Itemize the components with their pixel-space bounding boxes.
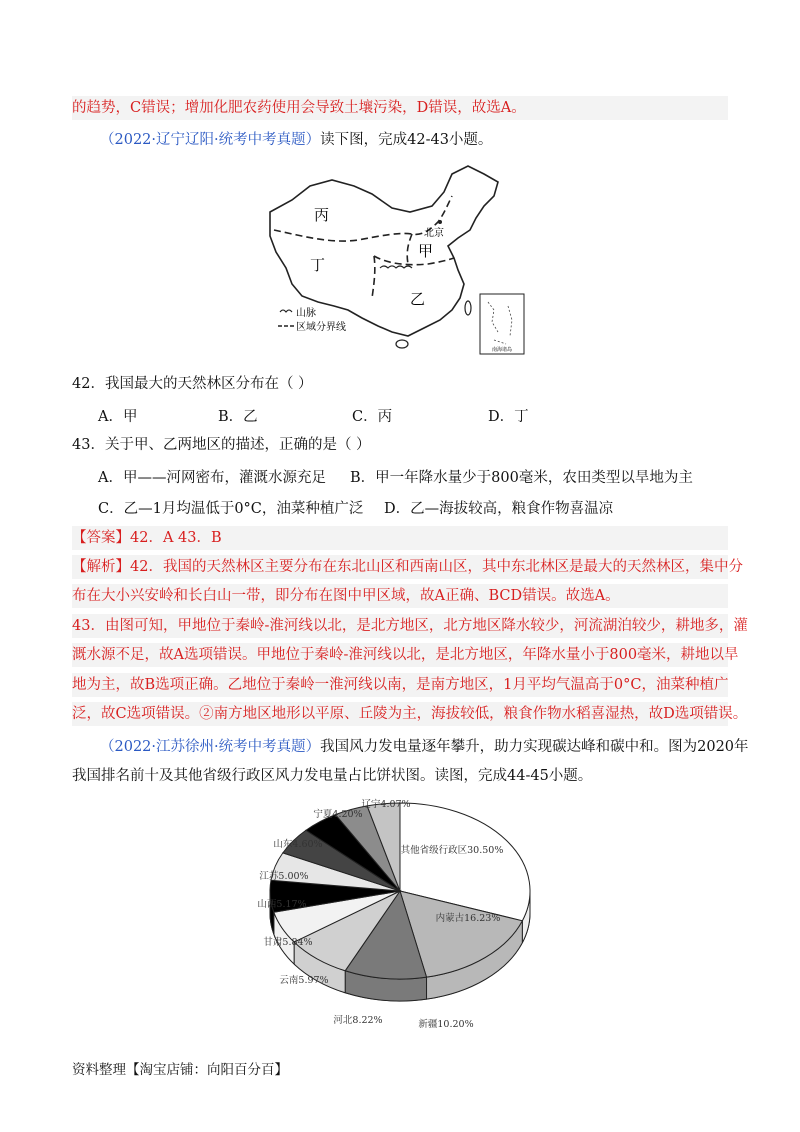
- south-china-sea-inset: [480, 294, 524, 354]
- region-label-ding: 丁: [310, 256, 326, 274]
- mountain-line: [380, 266, 412, 268]
- pie-slice-label: 山东4.60%: [273, 839, 323, 850]
- q42-source: （2022·辽宁辽阳·统考中考真题）: [100, 132, 321, 148]
- pie-slice-label: 云南5.97%: [279, 975, 329, 986]
- analysis-line-4: 溉水源不足，故A选项错误。甲地位于秦岭-淮河线以北，是北方地区，年降水量小于800毫米，耕地以旱: [72, 643, 728, 667]
- china-map: [262, 160, 532, 360]
- analysis-line-5: 地为主，故B选项正确。乙地位于秦岭一淮河线以南，是南方地区，1月平均气温高于0°C，油菜种植广: [72, 673, 728, 697]
- q43-option-c: C．乙—1月均温低于0°C，油菜种植广泛: [98, 501, 364, 517]
- hainan-island: [396, 340, 408, 348]
- footer-source: 资料整理【淘宝店铺：向阳百分百】: [72, 1062, 288, 1078]
- q44-intro-line2: 我国排名前十及其他省级行政区风力发电量占比饼状图。读图，完成44-45小题。: [72, 768, 593, 784]
- legend-boundary-label: 区域分界线: [296, 322, 346, 333]
- beijing-marker: [438, 220, 442, 224]
- region-label-jia: 甲: [418, 242, 434, 260]
- analysis-line-1: 【解析】42．我国的天然林区主要分布在东北山区和西南山区，其中东北林区是最大的天然林区，集中分: [72, 555, 728, 579]
- q44-intro: [100, 737, 749, 757]
- answer-line: 【答案】42．A 43．B: [72, 526, 728, 550]
- q42-stem: 42．我国最大的天然林区分布在（ ）: [72, 376, 313, 392]
- pie-slice-label: 内蒙古16.23%: [435, 913, 501, 924]
- q42-option-b: B．乙: [218, 409, 258, 425]
- pie-slice-label: 新疆10.20%: [418, 1019, 474, 1030]
- boundary-line-jia: [407, 234, 412, 264]
- pie-slice-label: 山西5.17%: [257, 899, 307, 910]
- taiwan-island: [465, 301, 471, 315]
- q42-intro: [100, 130, 492, 150]
- pie-slice-label: 河北8.22%: [333, 1015, 383, 1026]
- legend-mountain-label: 山脉: [296, 308, 316, 319]
- previous-analysis-line: 的趋势，C错误；增加化肥农药使用会导致土壤污染，D错误，故选A。: [72, 96, 728, 120]
- region-label-yi: 乙: [410, 290, 426, 308]
- region-label-bing: 丙: [314, 206, 330, 224]
- pie-slice-label: 甘肃5.84%: [263, 937, 313, 948]
- pie-slice-label: 江苏5.00%: [259, 871, 309, 882]
- q44-intro-text: 我国风力发电量逐年攀升，助力实现碳达峰和碳中和。图为2020年: [320, 739, 749, 755]
- q42-option-c: C．丙: [352, 409, 393, 425]
- q43-stem: 43．关于甲、乙两地区的描述，正确的是（ ）: [72, 437, 371, 453]
- q42-option-d: D．丁: [488, 409, 529, 425]
- wind-power-pie-chart: [240, 795, 560, 1035]
- analysis-line-2: 布在大小兴安岭和长白山一带，即分布在图中甲区域，故A正确、BCD错误。故选A。: [72, 584, 728, 608]
- boundary-line-west: [372, 256, 375, 298]
- analysis-line-6: 泛，故C选项错误。②南方地区地形以平原、丘陵为主，海拔较低，粮食作物水稻喜湿热，故D选项错误。: [72, 702, 728, 726]
- boundary-line-qinling: [374, 256, 454, 265]
- q43-option-b: B．甲一年降水量少于800毫米，农田类型以旱地为主: [350, 470, 693, 486]
- pie-slice-label: 其他省级行政区30.50%: [400, 845, 504, 856]
- legend-mountain-symbol: [280, 310, 292, 312]
- pie-slice-label: 辽宁4.07%: [361, 799, 411, 810]
- q44-source: （2022·江苏徐州·统考中考真题）: [100, 739, 321, 755]
- q42-intro-text: 读下图，完成42-43小题。: [320, 132, 493, 148]
- beijing-label: 北京: [424, 228, 444, 239]
- q42-option-a: A．甲: [98, 409, 138, 425]
- pie-slice-label: 宁夏4.20%: [313, 809, 363, 820]
- q43-option-a: A．甲——河网密布，灌溉水源充足: [98, 470, 326, 486]
- q43-option-d: D．乙—海拔较高，粮食作物喜温凉: [384, 501, 614, 517]
- inset-label: 南海诸岛: [492, 347, 513, 353]
- analysis-line-3: 43．由图可知，甲地位于秦岭-淮河线以北，是北方地区，北方地区降水较少，河流湖泊较少，耕地多，灌: [72, 614, 728, 638]
